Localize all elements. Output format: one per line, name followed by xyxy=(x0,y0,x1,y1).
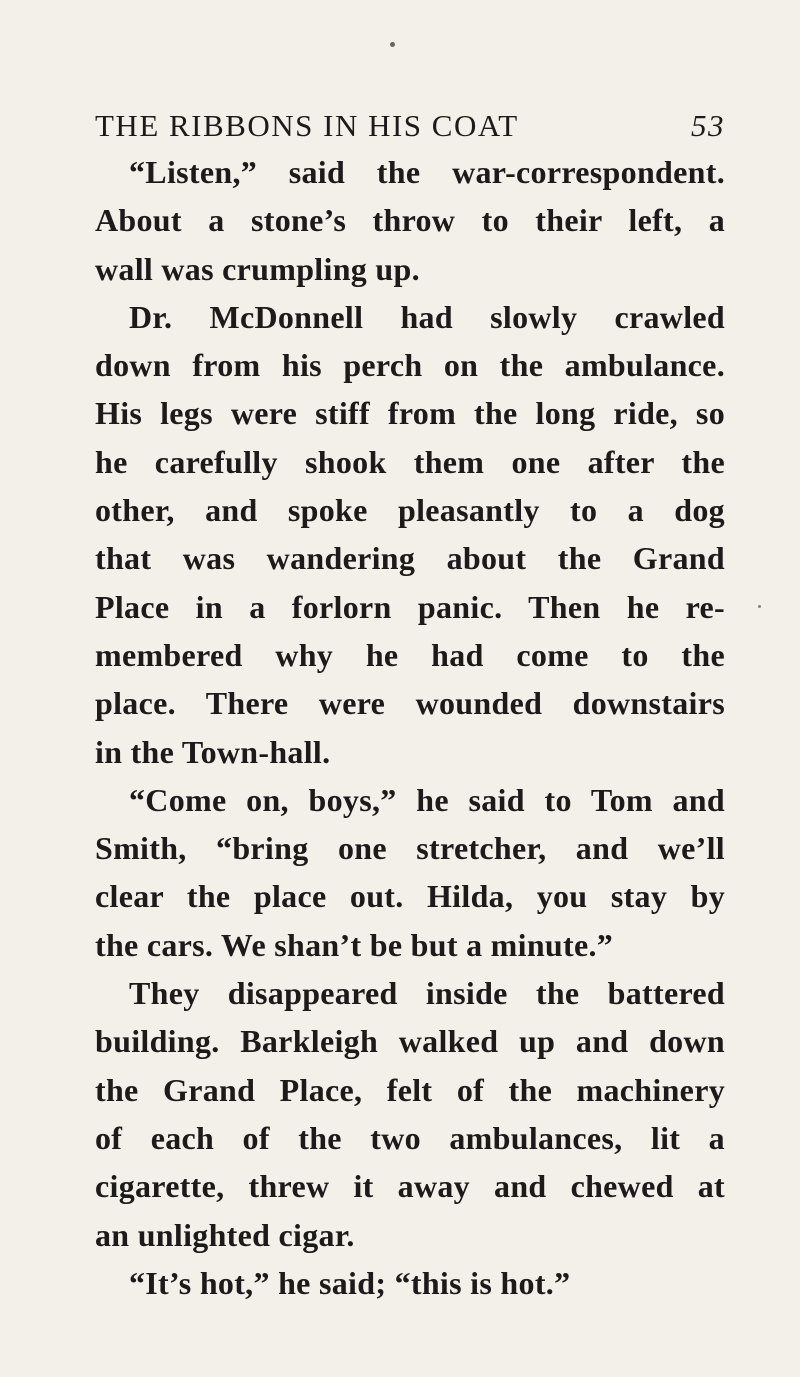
text-line: down from his perch on the ambulance. xyxy=(95,347,725,384)
text-line: membered why he had come to the xyxy=(95,636,725,673)
text-line: “Come on, boys,” he said to Tom and xyxy=(129,781,725,818)
text-line: Smith, “bring one stretcher, and we’ll xyxy=(95,830,725,867)
text-line: “Listen,” said the war-correspondent. xyxy=(129,154,725,190)
text-line: Place in a forlorn panic. Then he re- xyxy=(95,588,725,625)
running-head xyxy=(95,108,725,148)
text-line: “It’s hot,” he said; “this is hot.” xyxy=(129,1264,571,1301)
text-line: the cars. We shan’t be but a minute.” xyxy=(95,926,614,963)
text-line: About a stone’s throw to their left, a xyxy=(95,202,725,239)
text-line: building. Barkleigh walked up and down xyxy=(95,1023,725,1060)
text-line: Dr. McDonnell had slowly crawled xyxy=(129,298,725,335)
text-line: place. There were wounded downstairs xyxy=(95,685,725,722)
text-line: clear the place out. Hilda, you stay by xyxy=(95,878,725,915)
text-line: His legs were stiff from the long ride, so xyxy=(95,395,725,432)
text-line: an unlighted cigar. xyxy=(95,1216,355,1253)
text-line: the Grand Place, felt of the machinery xyxy=(95,1071,725,1108)
text-line: cigarette, threw it away and chewed at xyxy=(95,1168,725,1205)
text-line: of each of the two ambulances, lit a xyxy=(95,1119,725,1156)
text-line: that was wandering about the Grand xyxy=(95,540,725,577)
page-number: 53 xyxy=(691,108,725,143)
top-ornament-dot xyxy=(390,42,395,47)
text-line: other, and spoke pleasantly to a dog xyxy=(95,492,725,529)
text-line: They disappeared inside the battered xyxy=(129,975,725,1012)
running-title: THE RIBBONS IN HIS COAT xyxy=(95,108,519,143)
text-line: he carefully shook them one after the xyxy=(95,443,725,480)
body-text xyxy=(95,148,725,1307)
text-line: wall was crumpling up. xyxy=(95,250,420,287)
text-line: in the Town-hall. xyxy=(95,733,331,770)
margin-speck xyxy=(758,605,761,608)
